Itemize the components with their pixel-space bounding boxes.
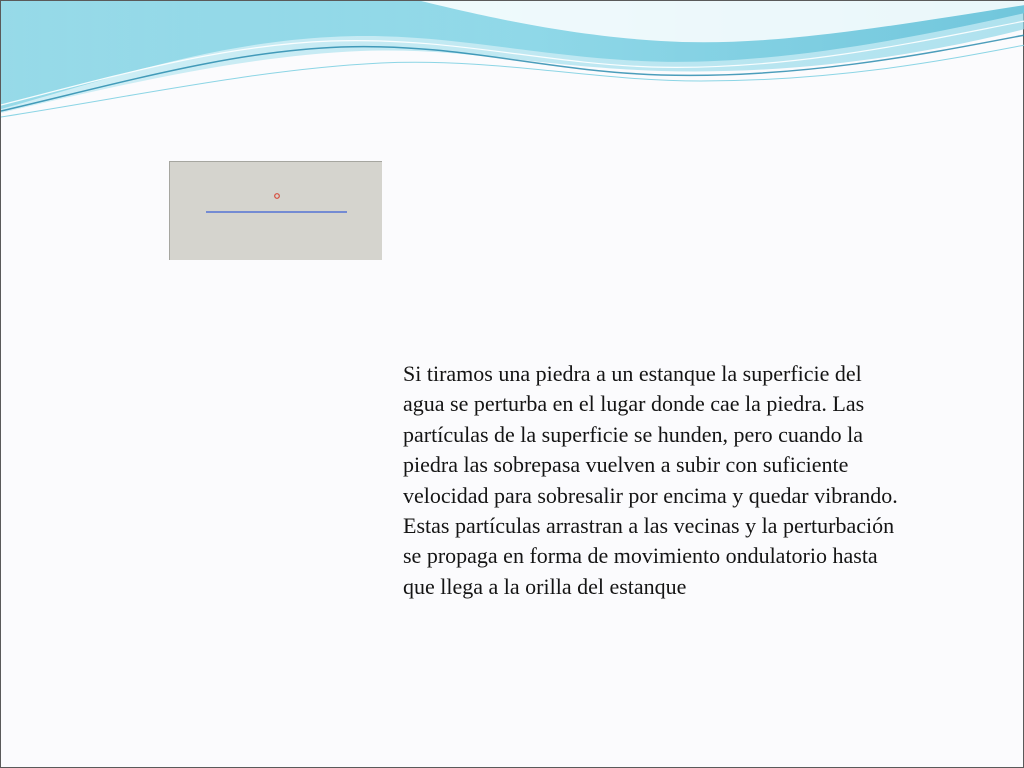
body-text: Si tiramos una piedra a un estanque la superficie del agua se perturba en el lugar donde cae la piedra. Las partículas de la superficie se hunden, pero cuando la piedra las sobrepasa vuelven a subir con suficiente velocidad para sobresalir por encima y quedar vibrando. Estas partículas arrastran a las vecinas y la perturbación se propaga en forma de movimiento ondulatorio hasta que llega a la orilla del estanque — [403, 361, 898, 599]
wave-simulation-panel[interactable] — [169, 161, 382, 260]
wave-header-decoration — [1, 1, 1024, 121]
simulation-canvas — [170, 162, 383, 261]
stone-drop-icon — [275, 194, 280, 199]
